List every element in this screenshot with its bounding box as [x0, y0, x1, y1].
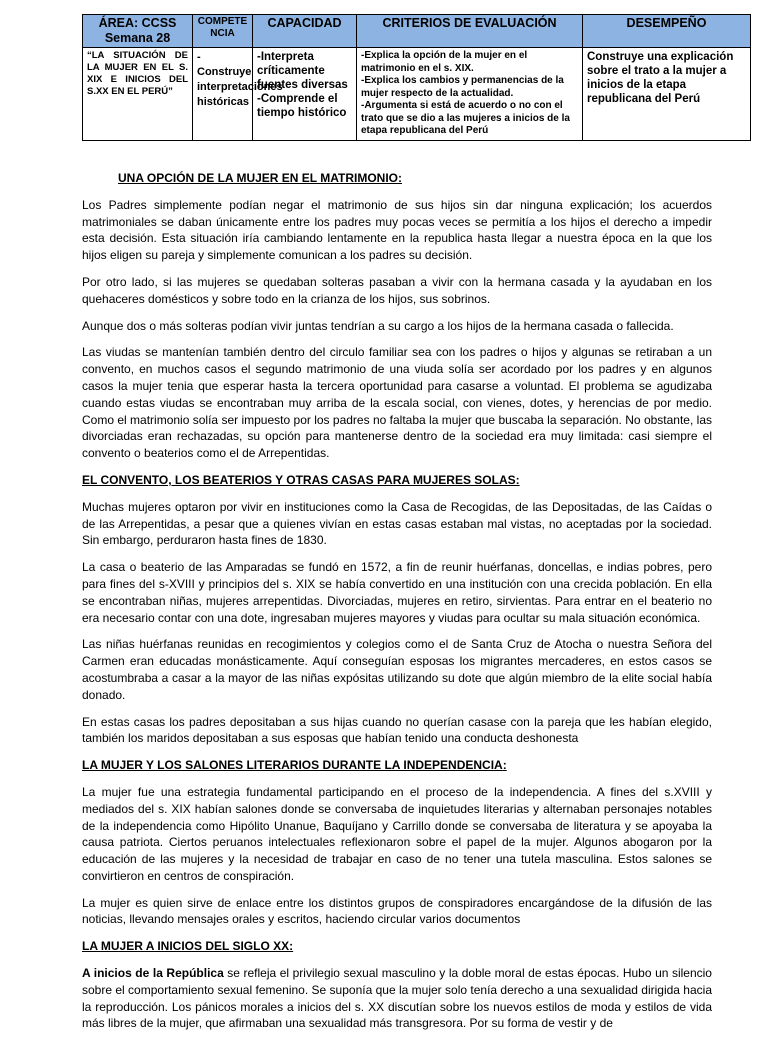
paragraph: En estas casas los padres depositaban a sus hijas cuando no querían casase con la pareja que les habían elegido, también los maridos depositaban a sus esposas que habían tenido una conducta deshonesta — [82, 714, 712, 746]
header-area-title: ÁREA: CCSS Semana 28 — [83, 15, 193, 48]
section-heading: LA MUJER A INICIOS DEL SIGLO XX: — [82, 939, 294, 954]
paragraph: A inicios de la República se refleja el privilegio sexual masculino y la doble moral de estas épocas. Hubo un silencio sobre el comportamiento sexual femenino. Se suponía que la mujer solo tenía derecho a una sexualidad dirigida hacia la reproducción. Los pánicos morales a inicios del s. XX discutían sobre los nuevos estilos de moda y estilos de vida más libres de la mujer, que afirmaban una sexualidad más transgresora. Por su forma de vestir y de — [82, 966, 712, 1031]
capacidad-text: -Interpreta críticamente fuentes diversas -Comprende el tiempo histórico — [253, 48, 357, 141]
criterio-item: -Argumenta si está de acuerdo o no con el trato que se dio a las mujeres a inicios de la etapa republicana del Perú — [361, 100, 570, 136]
paragraph: Las viudas se mantenían también dentro del circulo familiar sea con los padres o hijos y algunas se retiraban a un convento, en muchos casos el segundo matrimonio de una viuda solía ser acordado por los padres y en algunos casos la mujer tenia que esperar hasta la tercera oportunidad para casarse a voluntad. El problema se agudizaba cuando estas viudas se encontraban muy arriba de la escala social, con vienes, dotes, y herencias de por medio. Como el matrimonio solía ser impuesto por los padres no faltaba la mujer que buscaba la separación. No obstante, las divorciadas eran rechazadas, su opción para mantenerse dentro de la sociedad era muy limitada: casi siempre el convento o beaterios como el de Arrepentidas. — [82, 345, 712, 461]
criterio-item: -Explica la opción de la mujer en el matrimonio en el s. XIX. — [361, 50, 528, 74]
paragraph: La mujer fue una estrategia fundamental participando en el proceso de la independencia. A fines del s.XVIII y mediados del s. XIX habían salones donde se conversaba de inquietudes literarias y alternaban personajes notables de la independencia como Hipólito Unanue, Baquíjano y Carrillo donde se conversaba de literatura y se apoyaba la causa patriota. Ciertos peruanos intelectuales reflexionaron sobre el papel de la mujer. Algunos abogaron por la educación de las mujeres y la necesidad de trabajar en caso de no tener una tutela masculina. Estos salones se convirtieron en centros de conspiración. — [82, 784, 712, 883]
desempeno-text: Construye una explicación sobre el trato a la mujer a inicios de la etapa republicana del Perú — [583, 48, 751, 141]
section-heading: LA MUJER Y LOS SALONES LITERARIOS DURANTE LA INDEPENDENCIA: — [82, 758, 507, 773]
criterio-item: -Explica los cambios y permanencias de la mujer respecto de la actualidad. — [361, 75, 564, 99]
section-heading: UNA OPCIÓN DE LA MUJER EN EL MATRIMONIO: — [118, 171, 403, 185]
header-table — [82, 14, 751, 141]
header-competencia-title: COMPETE NCIA — [193, 15, 253, 48]
header-capacidad-title: CAPACIDAD — [253, 15, 357, 48]
header-desempeno-title: DESEMPEÑO — [583, 15, 751, 48]
paragraph-lead: A inicios de la República — [82, 966, 224, 981]
paragraph: Aunque dos o más solteras podían vivir juntas tendrían a su cargo a los hijos de la hermana casada o fallecida. — [82, 318, 674, 333]
paragraph: Muchas mujeres optaron por vivir en instituciones como la Casa de Recogidas, de las Depositadas, de las Caídas o de las Arrepentidas, a pesar que a quienes vivían en estas casas estaban mal vistas, no aceptadas por la sociedad. Sin embargo, perduraron hasta fines de 1830. — [82, 499, 712, 548]
header-criterios-title: CRITERIOS DE EVALUACIÓN — [357, 15, 583, 48]
paragraph: Por otro lado, si las mujeres se quedaban solteras pasaban a vivir con la hermana casada y la ayudaban en los quehaceres domésticos y sobre todo en la crianza de los hijos, sus sobrinos. — [82, 274, 712, 306]
section-heading: EL CONVENTO, LOS BEATERIOS Y OTRAS CASAS PARA MUJERES SOLAS: — [82, 472, 520, 487]
paragraph: La mujer es quien sirve de enlace entre los distintos grupos de conspiradores encargándose de la difusión de las noticias, llevando mensajes orales y escritos, haciendo circular varios documentos — [82, 895, 712, 927]
paragraph: La casa o beaterio de las Amparadas se fundó en 1572, a fin de reunir huérfanas, doncellas, e indias pobres, pero para fines del s-XVIII y principios del s. XIX se había convertido en una institución con una crecida población. En ella se encontraban niñas, mujeres arrepentidas. Divorciadas, mujeres en retiro, sirvientas. Para entrar en el beaterio no era necesario contar con una dote, ingresaban mujeres mayores y viudas para ocultar su mala situación económica. — [82, 560, 712, 625]
document-body — [82, 170, 712, 1042]
competencia-text: -Construye interpretaciones históricas — [193, 48, 253, 141]
paragraph: Los Padres simplemente podían negar el matrimonio de sus hijos sin dar ninguna explicación; los acuerdos matrimoniales se daban únicamente entre los padres muy pocas veces se permitía a los hijos el derecho a impedir esta decisión. Esta situación iría cambiando lentamente en la republica hasta llegar a nuestra época en la que los hijos eligen su pareja y simplemente comunican a los padres su decisión. — [82, 197, 712, 263]
area-topic: “LA SITUACIÓN DE LA MUJER EN EL S. XIX E INICIOS DEL S.XX EN EL PERÚ” — [83, 48, 193, 141]
criterios-list — [357, 48, 583, 141]
paragraph: Las niñas huérfanas reunidas en recogimientos y colegios como el de Santa Cruz de Atocha o nuestra Señora del Carmen eran educadas monásticamente. Aquí conseguían esposas los migrantes mercaderes, en estos casos se acostumbraba a casar a la mayor de las niñas expósitas utilizando su dote que algún miembro de la elite social había donado. — [82, 637, 712, 702]
